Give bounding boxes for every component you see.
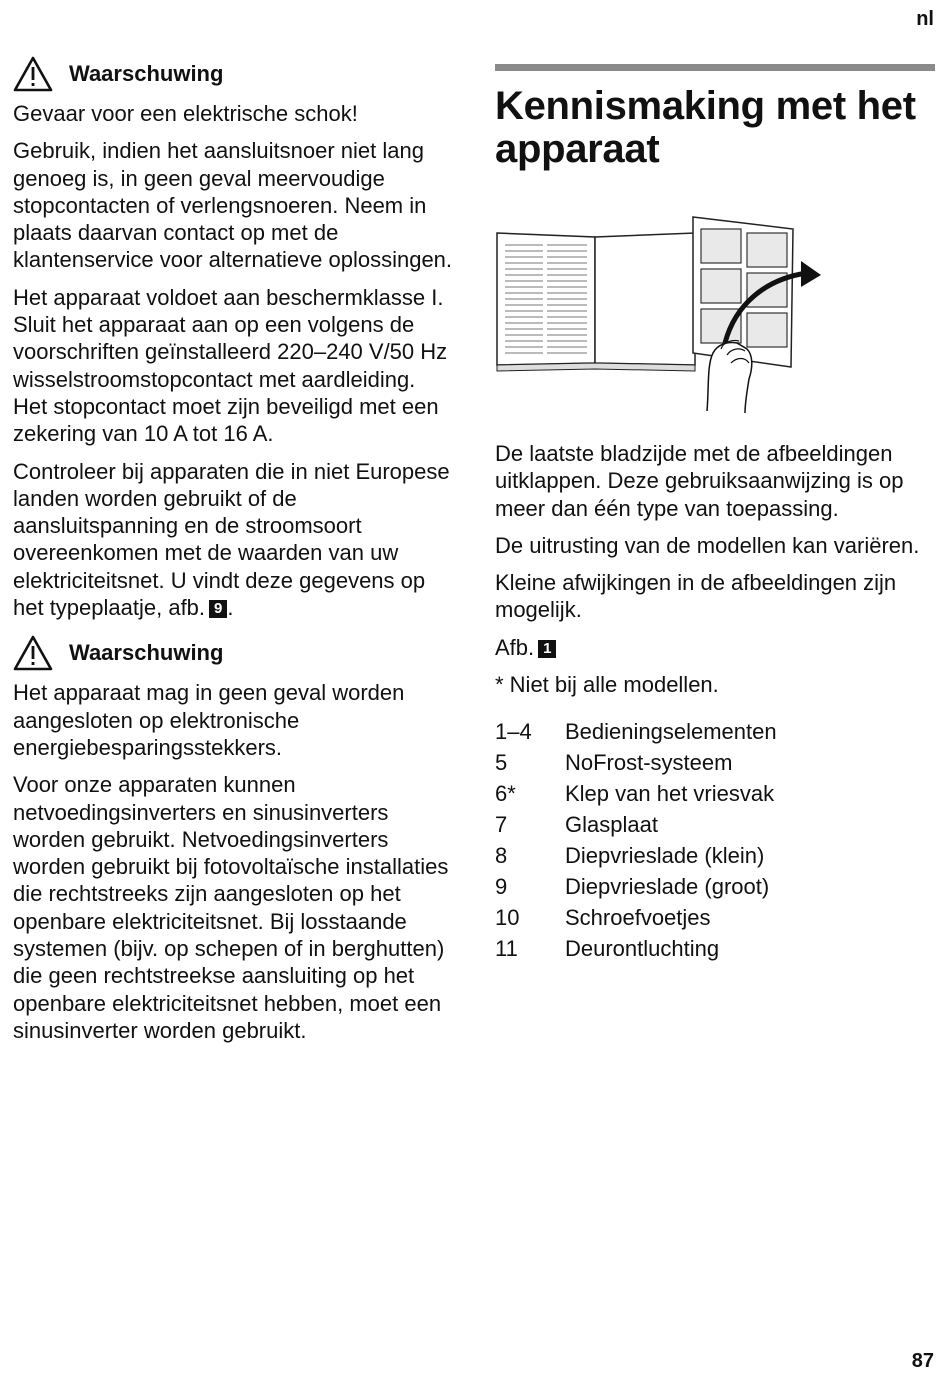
figure-ref-badge: 9: [209, 600, 227, 618]
list-item: [495, 840, 935, 871]
paragraph: Kleine afwijkingen in de afbeeldingen zijn mogelijk.: [495, 570, 897, 623]
item-number: 9: [495, 874, 508, 900]
item-label: Diepvrieslade (groot): [565, 874, 770, 900]
list-item: [495, 809, 935, 840]
warning-heading: [13, 635, 453, 671]
right-column: [495, 64, 935, 964]
paragraph: Voor onze apparaten kunnen netvoedingsinverters en sinusinverters worden gebruikt. Netvoedingsinverters worden gebruikt bij fotovoltaïsche installaties die rechtstreeks zijn aangesloten op het openbare elektriciteitsnet. Bij losstaande systemen (bijv. op schepen of in berghutten) die geen rechtstreekse aansluiting op het openbare elektriciteitsnet hebben, moet een sinusinverter worden gebruikt.: [13, 772, 449, 1043]
item-label: Deurontluchting: [565, 936, 720, 962]
paragraph: De uitrusting van de modellen kan variëren.: [495, 532, 920, 558]
figure-ref-badge: 1: [538, 640, 556, 658]
list-item: [495, 747, 935, 778]
section-heading: Kennismaking met het apparaat: [495, 84, 916, 171]
item-number: 7: [495, 812, 508, 838]
list-item: [495, 902, 935, 933]
fold-out-page-illustration: [495, 215, 830, 415]
item-label: NoFrost-systeem: [565, 750, 733, 776]
section-rule: [495, 64, 935, 71]
paragraph: Het apparaat voldoet aan beschermklasse I. Sluit het apparaat aan op een volgens de voorschriften geïnstalleerd 220–240 V/50 Hz wisselstroomstopcontact met aardleiding. Het stopcontact moet zijn beveiligd met een zekering van 10 A tot 16 A.: [13, 284, 448, 447]
warning-heading: [13, 56, 453, 92]
list-item: [495, 933, 935, 964]
afb-label: Afb.: [495, 634, 535, 660]
warning-triangle-icon: [13, 56, 53, 92]
paragraph: Gevaar voor een elektrische schok!: [13, 101, 358, 126]
item-number: 6*: [495, 781, 516, 807]
item-label: Schroefvoetjes: [565, 905, 711, 931]
language-code: nl: [916, 8, 934, 30]
parts-list: [495, 716, 935, 964]
check-end: .: [227, 595, 234, 621]
item-label: Diepvrieslade (klein): [565, 843, 765, 869]
warning-title: Waarschuwing: [69, 61, 224, 86]
paragraph: Het apparaat mag in geen geval worden aangesloten op elektronische energiebesparingsstekkers.: [13, 680, 405, 760]
paragraph: De laatste bladzijde met de afbeeldingen uitklappen. Deze gebruiksaanwijzing is op meer dan één type van toepassing.: [495, 441, 904, 521]
item-number: 1–4: [495, 719, 532, 745]
check-text: Controleer bij apparaten die in niet Europese landen worden gebruikt of de aansluitspanning en de stroomsoort overeenkomen met de waarden van uw elektriciteitsnet. U vindt deze gegevens op het typeplaatje, afb.: [13, 458, 450, 621]
list-item: [495, 778, 935, 809]
list-item: [495, 716, 935, 747]
item-number: 11: [495, 936, 518, 962]
footnote: * Niet bij alle modellen.: [495, 672, 719, 698]
paragraph: [13, 458, 453, 622]
list-item: [495, 871, 935, 902]
item-label: Klep van het vriesvak: [565, 781, 775, 807]
item-number: 8: [495, 843, 508, 869]
item-number: 10: [495, 905, 520, 931]
warning-title: Waarschuwing: [69, 640, 224, 666]
item-label: Glasplaat: [565, 812, 658, 838]
page-number: 87: [911, 1350, 934, 1372]
figure-reference: [495, 634, 935, 661]
paragraph: Gebruik, indien het aansluitsnoer niet lang genoeg is, in geen geval meervoudige stopcontacten of verlengsnoeren. Neem in plaats daarvan contact op met de klantenservice voor alternatieve oplossingen.: [13, 138, 453, 273]
item-number: 5: [495, 750, 508, 776]
item-label: Bedieningselementen: [565, 719, 777, 745]
warning-triangle-icon: [13, 635, 53, 671]
left-column: [13, 56, 453, 1054]
